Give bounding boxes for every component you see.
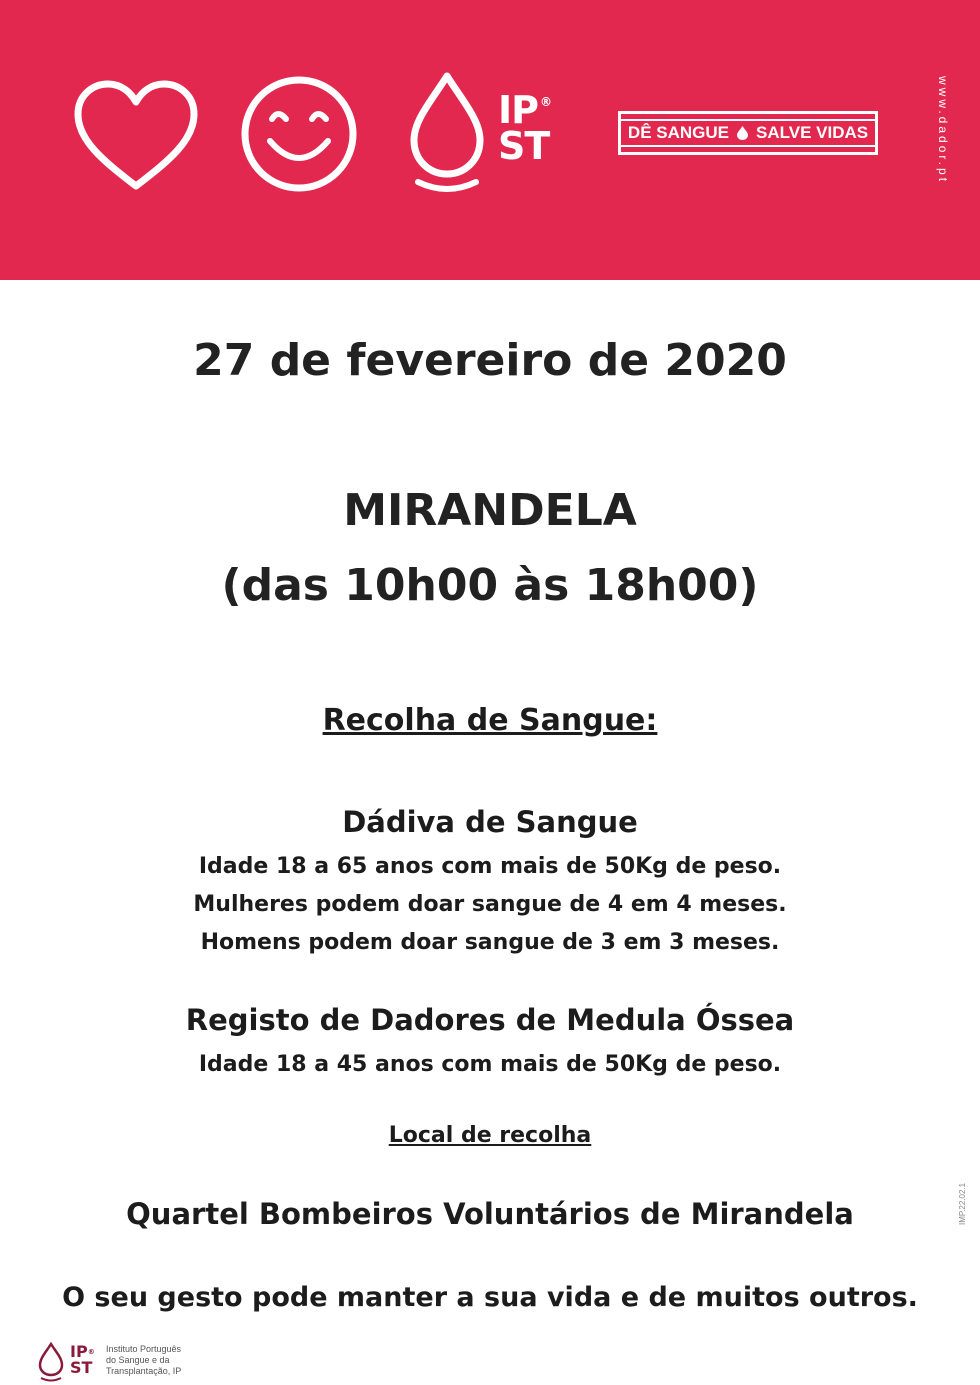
donation-line: Mulheres podem doar sangue de 4 em 4 meses. (193, 892, 787, 917)
event-date: 27 de fevereiro de 2020 (193, 335, 787, 386)
slogan-left: DÊ SANGUE (627, 123, 729, 142)
location-label: Local de recolha (388, 1123, 592, 1148)
institute-name: Instituto Português do Sangue e da Transplantação, IP (106, 1344, 182, 1376)
marrow-heading: Registo de Dadores de Medula Óssea (185, 1003, 795, 1037)
location-name: Quartel Bombeiros Voluntários de Mirandela (126, 1197, 854, 1231)
donation-line: Idade 18 a 65 anos com mais de 50Kg de peso. (198, 854, 782, 879)
donation-heading: Dádiva de Sangue (342, 805, 638, 839)
logo-line-1: IP (498, 88, 538, 132)
footer-logo-line-1: IP (70, 1342, 88, 1361)
footer-ipst-text (70, 1344, 95, 1376)
event-city: MIRANDELA (343, 485, 637, 536)
closing-message: O seu gesto pode manter a sua vida e de muitos outros. (62, 1282, 918, 1313)
footer-logo (36, 1342, 256, 1382)
heart-icon (72, 78, 200, 194)
footer-drop-icon (36, 1342, 66, 1382)
registered-mark: ® (540, 95, 552, 109)
ipst-logo (498, 88, 558, 168)
site-url: www.dador.pt (936, 76, 950, 185)
slogan-right: SALVE VIDAS (756, 123, 869, 142)
header-banner (0, 0, 980, 280)
footer-registered-mark: ® (87, 1348, 95, 1356)
slogan-box (618, 111, 878, 155)
footer-logo-line-2: ST (70, 1358, 93, 1377)
logo-line-2: ST (498, 124, 550, 168)
document-code: IMP.22.02.1 (958, 1182, 967, 1225)
marrow-line: Idade 18 a 45 anos com mais de 50Kg de peso. (198, 1052, 782, 1077)
drop-icon (737, 126, 748, 140)
section-title: Recolha de Sangue: (322, 703, 658, 738)
blood-drop-icon (402, 70, 492, 196)
event-hours: (das 10h00 às 18h00) (221, 560, 759, 611)
smile-icon (240, 75, 358, 193)
donation-line: Homens podem doar sangue de 3 em 3 meses. (200, 930, 780, 955)
